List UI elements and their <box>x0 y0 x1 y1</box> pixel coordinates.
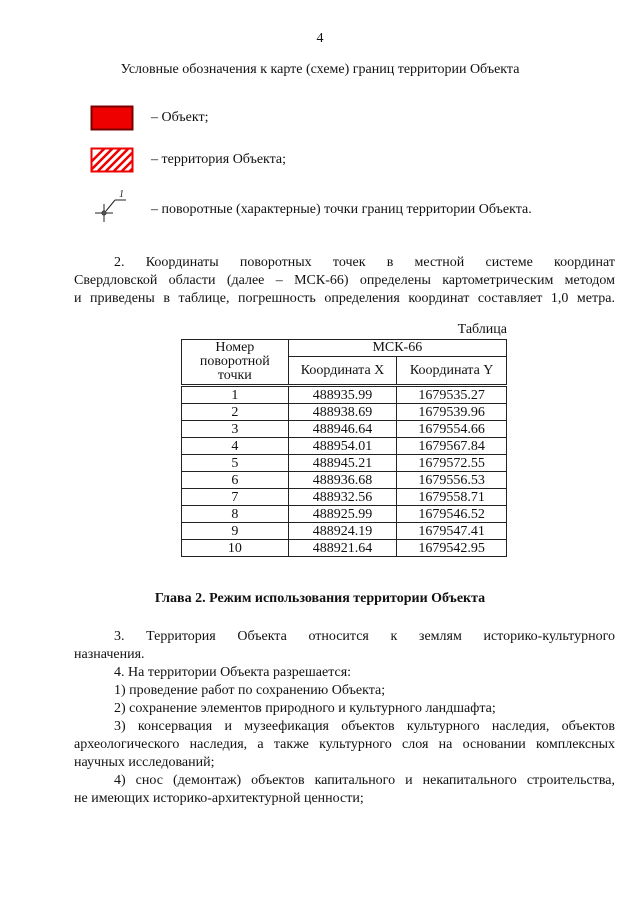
cell-point: 5 <box>182 455 289 472</box>
legend-label: – поворотные (характерные) точки границ территории Объекта. <box>151 202 532 217</box>
cell-y: 1679535.27 <box>397 386 507 404</box>
chapter-body <box>74 628 615 808</box>
cell-y: 1679556.53 <box>397 472 507 489</box>
paragraph-line: и приведены в таблице, погрешность определения координат составляет 1,0 метра. <box>74 291 615 306</box>
cell-x: 488938.69 <box>288 404 397 421</box>
cell-x: 488936.68 <box>288 472 397 489</box>
cell-point: 7 <box>182 489 289 506</box>
cell-y: 1679558.71 <box>397 489 507 506</box>
cell-point: 3 <box>182 421 289 438</box>
list-item: 3) консервация и музеефикация объектов культурного наследия, объектов <box>114 719 615 734</box>
cell-point: 6 <box>182 472 289 489</box>
legend-item-object <box>90 104 208 132</box>
header-system: МСК-66 <box>288 340 506 357</box>
cell-point: 10 <box>182 540 289 557</box>
cell-point: 4 <box>182 438 289 455</box>
list-item: 1) проведение работ по сохранению Объекта; <box>114 683 386 698</box>
cell-y: 1679547.41 <box>397 523 507 540</box>
table-row <box>182 540 507 557</box>
coordinates-table <box>181 339 507 557</box>
cell-x: 488921.64 <box>288 540 397 557</box>
turning-point-cross-icon <box>90 189 134 224</box>
cell-y: 1679546.52 <box>397 506 507 523</box>
table-row <box>182 404 507 421</box>
legend-item-turning-point <box>90 189 532 224</box>
cell-point: 2 <box>182 404 289 421</box>
table-row <box>182 489 507 506</box>
table-row <box>182 506 507 523</box>
red-filled-rectangle-icon <box>90 104 134 132</box>
cell-point: 1 <box>182 386 289 404</box>
red-hatched-rectangle-icon <box>90 146 134 174</box>
chapter-title: Глава 2. Режим использования территории Объекта <box>154 591 486 606</box>
paragraph-line: 4. На территории Объекта разрешается: <box>114 665 352 680</box>
cell-y: 1679554.66 <box>397 421 507 438</box>
list-item-line: научных исследований; <box>74 755 215 770</box>
table-row <box>182 421 507 438</box>
paragraph-line: 3. Территория Объекта относится к землям историко-культурного <box>114 629 615 644</box>
legend-label: – территория Объекта; <box>151 152 287 167</box>
list-item-line: не имеющих историко-архитектурной ценности; <box>74 791 364 806</box>
legend-title: Условные обозначения к карте (схеме) границ территории Объекта <box>120 62 520 77</box>
table-caption: Таблица <box>457 322 507 337</box>
list-item: 4) снос (демонтаж) объектов капитального и некапитального строительства, <box>114 773 615 788</box>
paragraph-line: Свердловской области (далее – МСК-66) определены картометрическим методом <box>74 273 615 288</box>
paragraph-2 <box>74 254 615 308</box>
header-x: Координата X <box>288 357 397 386</box>
legend-item-territory <box>90 146 286 174</box>
cell-point: 8 <box>182 506 289 523</box>
header-y: Координата Y <box>397 357 507 386</box>
cell-x: 488945.21 <box>288 455 397 472</box>
table-row <box>182 386 507 404</box>
paragraph-line: назначения. <box>74 647 145 662</box>
cell-x: 488924.19 <box>288 523 397 540</box>
cell-x: 488932.56 <box>288 489 397 506</box>
cell-y: 1679572.55 <box>397 455 507 472</box>
list-item-line: археологического наследия, а также культурного слоя на основании комплексных <box>74 737 615 752</box>
header-point-number: Номер поворотной точки <box>182 340 289 386</box>
cell-x: 488925.99 <box>288 506 397 523</box>
cell-x: 488954.01 <box>288 438 397 455</box>
cell-point: 9 <box>182 523 289 540</box>
list-item: 2) сохранение элементов природного и культурного ландшафта; <box>114 701 496 716</box>
table-row <box>182 455 507 472</box>
legend-label: – Объект; <box>151 110 209 125</box>
table-row <box>182 438 507 455</box>
cell-y: 1679542.95 <box>397 540 507 557</box>
cell-y: 1679539.96 <box>397 404 507 421</box>
cell-y: 1679567.84 <box>397 438 507 455</box>
table-row <box>182 523 507 540</box>
page-number: 4 <box>316 31 324 46</box>
cell-x: 488935.99 <box>288 386 397 404</box>
cell-x: 488946.64 <box>288 421 397 438</box>
table-row <box>182 472 507 489</box>
paragraph-line: 2. Координаты поворотных точек в местной системе координат <box>114 255 615 270</box>
turning-point-marker: 1 <box>119 189 124 200</box>
